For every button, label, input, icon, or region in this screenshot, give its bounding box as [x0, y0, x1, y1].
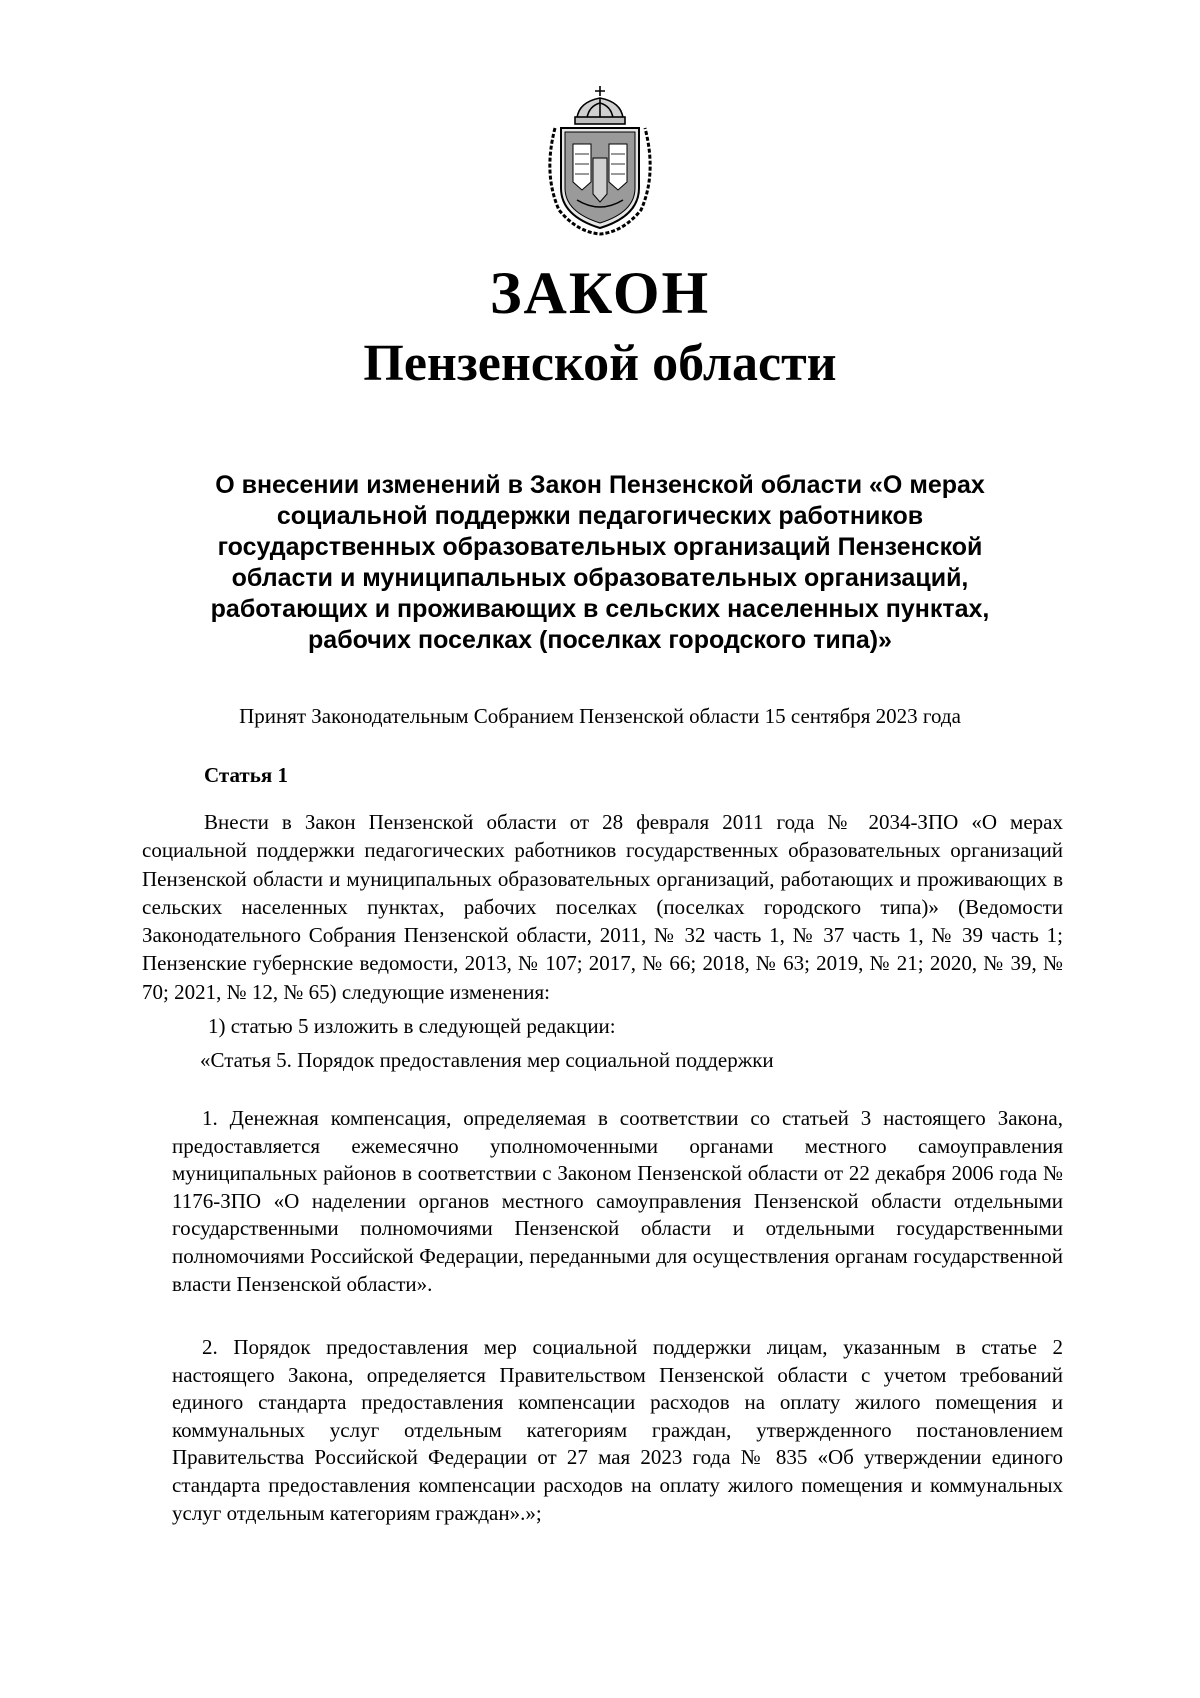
subject-line: О внесении изменений в Закон Пензенской области «О мерах: [215, 471, 985, 499]
subject-line: рабочих поселках (поселках городского типа)»: [308, 626, 892, 654]
quoted-paragraph-text: 1. Денежная компенсация, определяемая в соответствии со статьей 3 настоящего Закона, предоставляется ежемесячно уполномоченными органами местного самоуправления муниципальных районов в соответствии с Законом Пензенской области от 22 декабря 2006 года № 1176-ЗПО «О наделении органов местного самоуправления Пензенской области отдельными государственными полномочиями Пензенской области и отдельными государственными полномочиями Российской Федерации, переданными для осуществления органам государственной власти Пензенской области».: [172, 1106, 1063, 1296]
quoted-article-heading: «Статья 5. Порядок предоставления мер социальной поддержки: [200, 1048, 774, 1073]
amendment-item: 1) статью 5 изложить в следующей редакции:: [208, 1014, 616, 1039]
subject-line: государственных образовательных организаций Пензенской: [217, 533, 983, 561]
subject-line: работающих и проживающих в сельских населенных пунктах,: [210, 595, 990, 623]
region-title: Пензенской области: [363, 335, 837, 392]
quoted-paragraph: [172, 1105, 1063, 1298]
adoption-note: Принят Законодательным Собранием Пензенской области 15 сентября 2023 года: [239, 704, 961, 728]
article-heading: Статья 1: [204, 763, 288, 787]
coat-of-arms-icon: [537, 84, 663, 236]
quoted-paragraph-text: 2. Порядок предоставления мер социальной поддержки лицам, указанным в статье 2 настоящего Закона, определяется Правительством Пензенской области с учетом требований единого стандарта предоставления компенсации расходов на оплату жилого помещения и коммунальных услуг отдельным категориям граждан, утвержденного постановлением Правительства Российской Федерации от 27 мая 2023 года № 835 «Об утверждении единого стандарта предоставления компенсации расходов на оплату жилого помещения и коммунальных услуг отдельным категориям граждан».»;: [172, 1335, 1063, 1525]
article-body: [142, 808, 1063, 1075]
subject-line: социальной поддержки педагогических работников: [276, 502, 924, 530]
article-intro-paragraph: Внести в Закон Пензенской области от 28 февраля 2011 года № 2034-ЗПО «О мерах социальной поддержки педагогических работников государственных образовательных организаций Пензенской области и муниципальных образовательных организаций, работающих и проживающих в сельских населенных пунктах, рабочих поселках (поселках городского типа)» (Ведомости Законодательного Собрания Пензенской области, 2011, № 32 часть 1, № 37 часть 1, № 39 часть 1; Пензенские губернские ведомости, 2013, № 107; 2017, № 66; 2018, № 63; 2019, № 21; 2020, № 39, № 70; 2021, № 12, № 65) следующие изменения:: [142, 810, 1063, 1004]
law-title: ЗАКОН: [489, 260, 711, 326]
subject-line: области и муниципальных образовательных организаций,: [231, 564, 969, 592]
quoted-paragraph: [172, 1334, 1063, 1527]
law-subject: [140, 470, 1060, 656]
